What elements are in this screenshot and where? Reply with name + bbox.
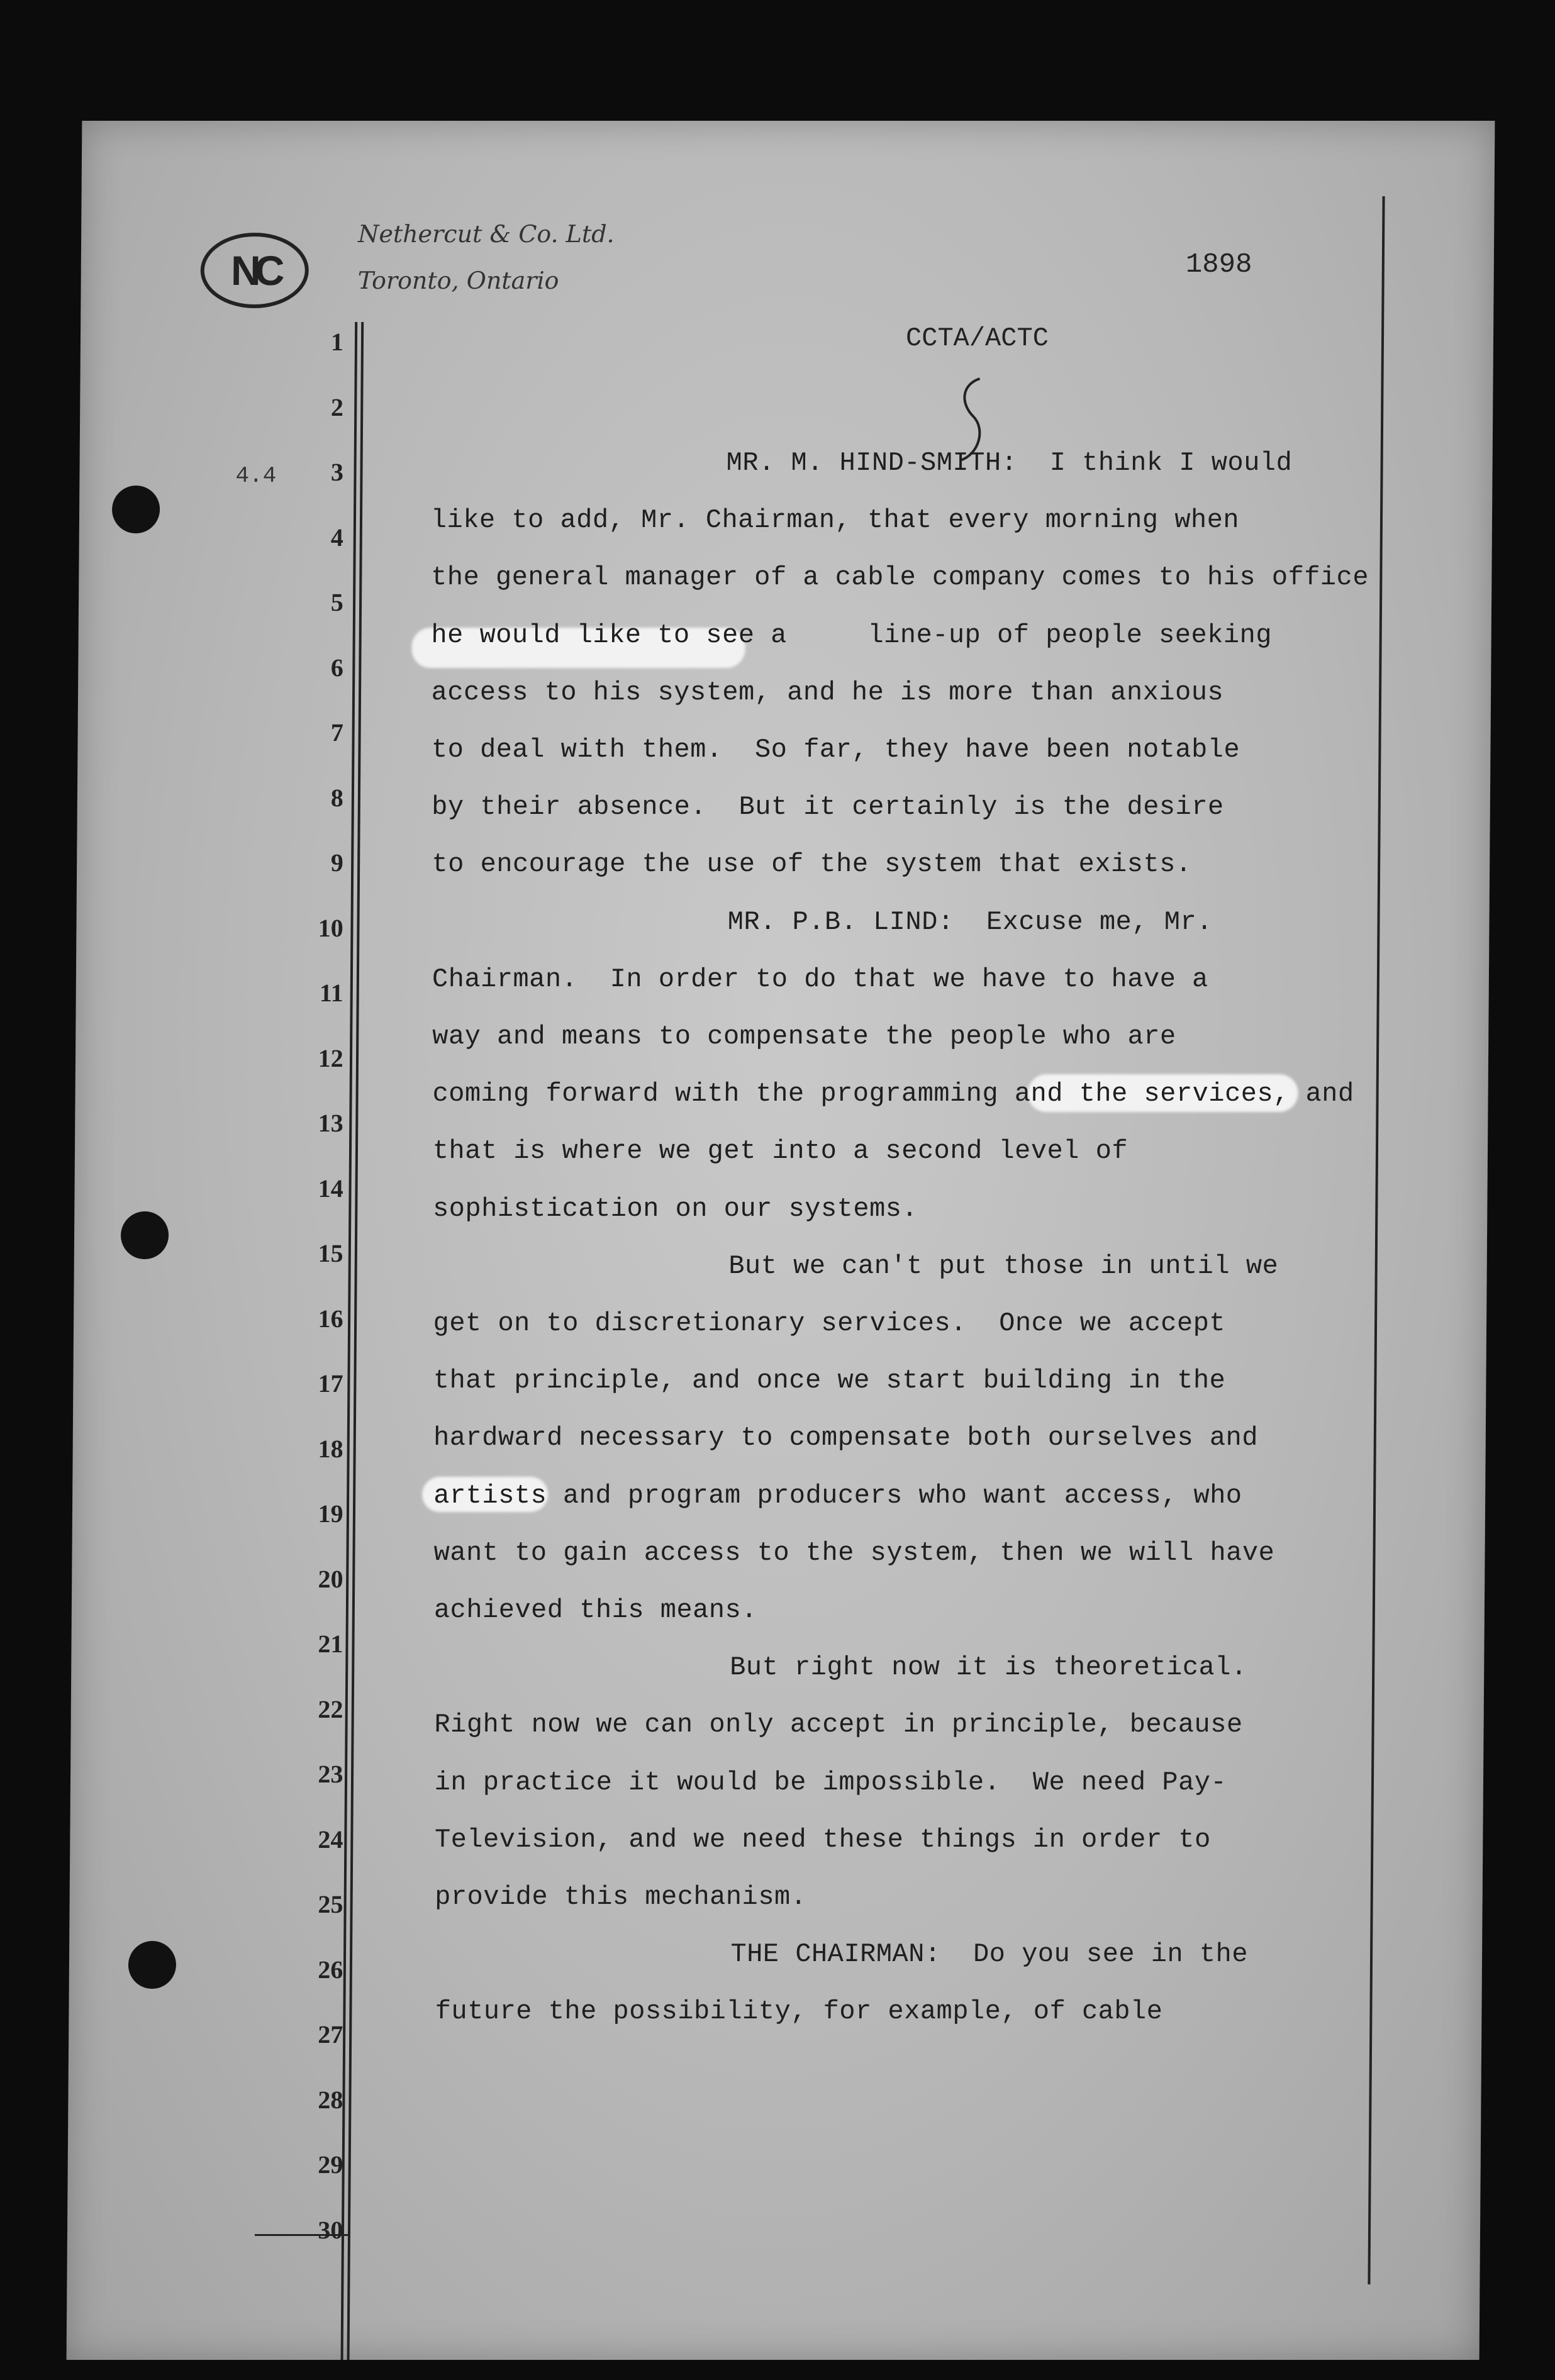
- transcript-line: Television, and we need these things in order to: [434, 1824, 1211, 1855]
- transcript-line: access to his system, and he is more than anxious: [431, 677, 1224, 708]
- page-number: 1898: [1185, 249, 1252, 281]
- transcript-line: sophistication on our systems.: [432, 1193, 918, 1224]
- line-number: 22: [318, 1694, 343, 1723]
- transcript-line: in practice it would be impossible. We need Pay-: [434, 1767, 1227, 1798]
- line-number: 24: [318, 1825, 343, 1854]
- binder-hole-middle: [121, 1211, 169, 1259]
- line-number: 8: [330, 783, 343, 812]
- line-number: 6: [330, 653, 344, 682]
- line-number: 17: [318, 1369, 343, 1398]
- line-number: 30: [318, 2215, 343, 2244]
- transcript-line: to deal with them. So far, they have been notable: [431, 735, 1240, 765]
- transcript-line: Right now we can only accept in principle, because: [434, 1710, 1243, 1740]
- line-number: 29: [318, 2150, 343, 2179]
- line-number: 23: [318, 1760, 343, 1788]
- line-number: 25: [318, 1890, 343, 1918]
- line-number: 16: [318, 1304, 343, 1333]
- line-number: 5: [330, 588, 344, 616]
- transcript-line: Chairman. In order to do that we have to have a: [432, 964, 1208, 994]
- transcript-line: way and means to compensate the people who are: [432, 1021, 1176, 1052]
- line-number: 12: [318, 1043, 343, 1072]
- line-number: 13: [318, 1109, 343, 1137]
- transcript-line: achieved this means.: [433, 1595, 758, 1625]
- line-number: 4: [330, 523, 344, 552]
- transcript-line: THE CHAIRMAN: Do you see in the: [730, 1939, 1249, 1970]
- transcript-line: to encourage the use of the system that exists.: [432, 849, 1192, 880]
- line-number: 2: [330, 392, 344, 421]
- line-number: 26: [318, 1955, 343, 1984]
- line-number: 18: [318, 1434, 343, 1463]
- transcript-line: But right now it is theoretical.: [729, 1652, 1247, 1683]
- transcript-line: by their absence. But it certainly is the desire: [432, 792, 1224, 823]
- line-number: 1: [330, 328, 344, 356]
- binder-hole-top: [112, 486, 160, 533]
- transcript-line: hardward necessary to compensate both ourselves and: [433, 1423, 1259, 1454]
- transcript-page: [67, 121, 1495, 2360]
- transcript-line: like to add, Mr. Chairman, that every morning when: [430, 505, 1240, 536]
- line-number: 19: [318, 1499, 343, 1528]
- line-number: 11: [319, 979, 343, 1007]
- transcript-line: MR. P.B. LIND: Excuse me, Mr.: [727, 906, 1213, 937]
- line-number: 9: [330, 848, 343, 877]
- line-number: 28: [318, 2085, 343, 2114]
- transcript-line: he would like to see a line-up of people seeking: [431, 620, 1273, 650]
- line-number: 20: [318, 1564, 343, 1593]
- transcript-line: get on to discretionary services. Once we accept: [433, 1308, 1226, 1338]
- transcript-line: that is where we get into a second level of: [432, 1136, 1129, 1167]
- line-number: 7: [330, 718, 343, 747]
- transcript-line: the general manager of a cable company comes to his office: [430, 562, 1369, 593]
- binder-hole-bottom: [128, 1941, 177, 1989]
- line-number: 27: [318, 2020, 343, 2049]
- firm-name: Nethercut & Co. Ltd.: [358, 220, 615, 248]
- transcript-line: that principle, and once we start building in the: [433, 1365, 1226, 1396]
- line-number: 14: [318, 1174, 343, 1203]
- margin-reference: 4.4: [235, 463, 277, 489]
- line-number: 15: [318, 1239, 343, 1267]
- firm-logo: NC: [200, 233, 309, 308]
- line-number: 21: [318, 1630, 343, 1658]
- transcript-line: artists and program producers who want access, who: [433, 1480, 1242, 1511]
- transcript-line: want to gain access to the system, then we will have: [433, 1537, 1275, 1568]
- transcript-line: MR. M. HIND-SMITH: I think I would: [726, 448, 1293, 478]
- transcript-line: coming forward with the programming and the services, and: [432, 1079, 1354, 1109]
- transcript-line: future the possibility, for example, of cable: [435, 1996, 1163, 2027]
- margin-rule-right: [1368, 196, 1385, 2284]
- transcript-line: provide this mechanism.: [435, 1882, 807, 1912]
- transcript-line: But we can't put those in until we: [728, 1250, 1279, 1281]
- line-number: 3: [330, 458, 344, 486]
- header-title: CCTA/ACTC: [905, 323, 1049, 353]
- line-number: 10: [318, 913, 343, 942]
- firm-city: Toronto, Ontario: [357, 267, 559, 294]
